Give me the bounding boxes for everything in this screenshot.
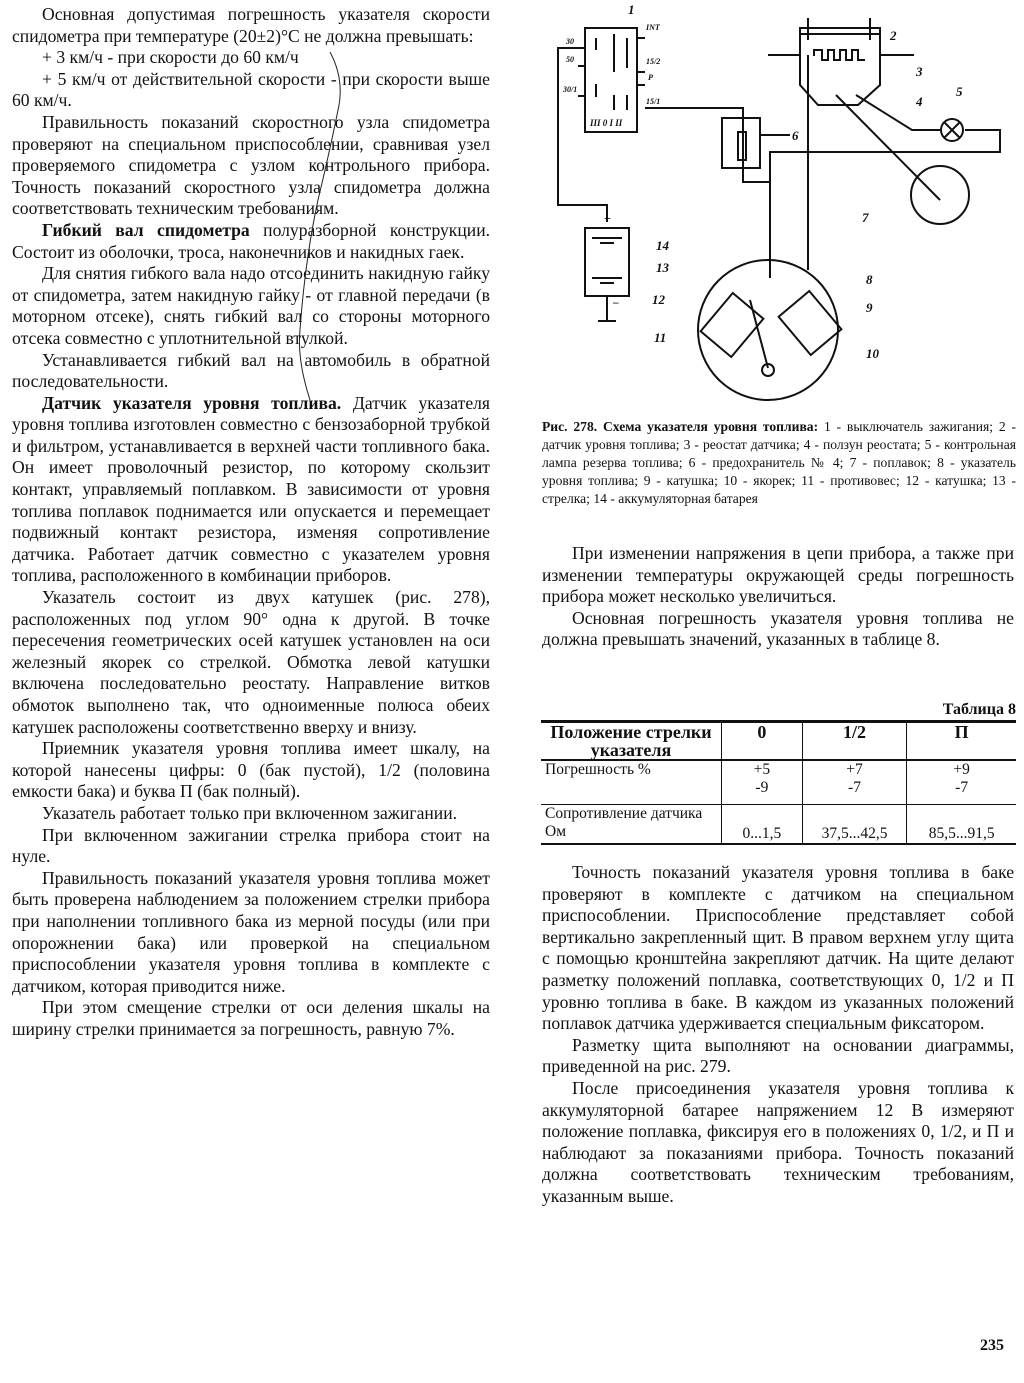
paragraph-text: полуразборной конструкции. Состоит из оболочки, троса, наконечников и накидных гаек.: [12, 219, 491, 262]
paragraph: Для снятия гибкого вала надо отсоединить накидную гайку от спидометра, затем накидную гайку - от главной передачи (в моторном отсеке), снять гибкий вал со стороны моторного отсека совместно с уплотнительной втулкой.: [12, 263, 490, 348]
switch-positions-label: III 0 I II: [590, 118, 623, 128]
paragraph: После присоединения указателя уровня топлива к аккумуляторной батарее напряжением 12 В измеряют положение поплавка, фиксируя его в положениях 0, 1/2, и П и наблюдают за показаниями прибора. Точность показаний должна соответствовать техническим требованиям, указанным выше.: [542, 1077, 1014, 1206]
table-8: [541, 720, 1016, 845]
paragraph: [12, 393, 490, 587]
table-row: [541, 760, 1016, 804]
terminal-p: P: [648, 73, 653, 82]
cell-value: +7: [846, 761, 863, 778]
label-2: 2: [890, 28, 897, 43]
right-text-column-bottom: [542, 862, 1014, 1208]
battery-minus-label: −: [612, 296, 620, 310]
figure-caption-legend: 1 - выключатель зажигания; 2 - датчик уровня топлива; 3 - реостат датчика; 4 - ползун реостата; 5 - контрольная лампа резерва топлива; 6 - предохранитель № 4; 7 - поплавок; 8 - указатель уровня топлива; 9 - катушка; 10 - якорек; 11 - противовес; 12 - катушка; 13 - стрелка; 14 - аккумуляторная батарея: [542, 419, 1016, 506]
cell-value: -7: [955, 779, 969, 796]
figure-caption-title: Рис. 278. Схема указателя уровня топлива:: [542, 419, 819, 434]
ignition-switch-box: [585, 28, 637, 132]
float-7: [911, 166, 969, 224]
terminal-15-1: 15/1: [646, 97, 661, 106]
terminal-int: INT: [646, 23, 660, 32]
cell-value: -7: [848, 779, 861, 796]
page-number: 235: [980, 1337, 1004, 1354]
table-cell: 85,5...91,5: [907, 804, 1016, 844]
cell-value: +9: [953, 761, 970, 778]
label-7: 7: [862, 210, 869, 225]
table-header-row: [541, 722, 1016, 761]
table-row-label: Сопротивление датчика Ом: [541, 804, 722, 844]
paragraph-text: Датчик указателя уровня топлива изготовлен совместно с бензозаборной трубкой и фильтром, устанавливается в верхней части топливного бака. Он имеет проволочный резистор, по которому скользит контакт, управляемый поплавком. В зависимости от уровня топлива поплавок поднимается или опускается и перемещает подвижный контакт резистора, изменяя сопротивление датчика. Работает датчик совместно с указателем уровня топлива, расположенного в комбинации приборов.: [12, 392, 491, 586]
table-cell: [802, 760, 907, 804]
label-9: 9: [866, 300, 873, 315]
paragraph: Разметку щита выполняют на основании диаграммы, приведенной на рис. 279.: [542, 1034, 1014, 1077]
paragraph: Правильность показаний скоростного узла спидометра проверяют на специальном приспособлении, сравнивая узел проверяемого спидометра с узлом контрольного прибора. Точность показаний скоростного узла спидометра должна соответствовать техническим требованиям.: [12, 111, 490, 219]
label-14: 14: [656, 238, 669, 253]
table-cell: [722, 760, 803, 804]
fuel-gauge-8: [698, 260, 838, 400]
paragraph: При изменении напряжения в цепи прибора, а также при изменении температуры окружающей среды погрешность прибора может несколько увеличиться.: [542, 543, 1014, 607]
paragraph: Основная допустимая погрешность указателя скорости спидометра при температуре (20±2)°С не должна превышать:: [12, 4, 490, 46]
paragraph: + 3 км/ч - при скорости до 60 км/ч: [42, 47, 299, 68]
terminal-50: 50: [566, 55, 574, 64]
figure-caption: [542, 418, 1016, 508]
table-header: 1/2: [802, 722, 907, 761]
label-11: 11: [654, 330, 667, 345]
label-8: 8: [866, 272, 873, 287]
label-5: 5: [956, 84, 963, 99]
paragraph: + 5 км/ч от действительной скорости - при скорости выше 60 км/ч.: [12, 68, 490, 111]
right-text-column-top: [542, 543, 1014, 651]
label-1: 1: [628, 2, 635, 17]
label-6: 6: [792, 128, 799, 143]
label-10: 10: [866, 346, 879, 361]
cell-value: -9: [755, 779, 769, 796]
paragraph: Точность показаний указателя уровня топлива в баке проверяют в комплекте с датчиком на специальном приспособлении. Приспособление представляет собой вертикально закрепленный щит. В правом верхнем углу щита с помощью кронштейна закрепляют датчик. На щите делают разметку положений поплавка, соответствующих 0, 1/2 и П уровню топлива в баке. В каждом из указанных положений поплавок датчика удерживается специальным фиксатором.: [542, 862, 1014, 1034]
paragraph: Указатель работает только при включенном зажигании.: [42, 802, 458, 823]
paragraph: Правильность показаний указателя уровня топлива может быть проверена наблюдением за положением стрелки прибора при наполнении топливного бака из мерной посуды (или при опорожнении бака) или проверкой на специальном приспособлении указателя уровня топлива в комплекте с датчиком, которая приводится ниже.: [12, 867, 490, 996]
terminal-30: 30: [566, 37, 574, 46]
label-13: 13: [656, 260, 669, 275]
table-row-label: Погрешность %: [541, 760, 722, 804]
section-heading-flexible-shaft: Гибкий вал спидометра: [42, 219, 250, 240]
paragraph: Указатель состоит из двух катушек (рис. 278), расположенных под углом 90° одна к другой. В точке пересечения геометрических осей катушек установлен на оси железный якорек со стрелкой. Обмотка левой катушки включена последовательно реостату. Направление витков обмоток выполнено так, что одноименные полюса обеих катушек расположены соответственно вверху и внизу.: [12, 587, 490, 737]
fuel-gauge-schematic-diagram: [540, 0, 1024, 410]
table-header: П: [907, 722, 1016, 761]
table-header: 0: [722, 722, 803, 761]
cell-value: +5: [753, 761, 771, 778]
table-header: Положение стрелки указателя: [541, 722, 722, 761]
left-text-column: [12, 4, 490, 1041]
terminal-15-2: 15/2: [646, 57, 661, 66]
paragraph: При включенном зажигании стрелка прибора стоит на нуле.: [12, 824, 490, 867]
table-cell: 37,5...42,5: [802, 804, 907, 844]
table-title: Таблица 8: [942, 701, 1016, 718]
section-heading-fuel-sensor: Датчик указателя уровня топлива.: [42, 392, 342, 413]
terminal-30-1: 30/1: [563, 85, 578, 94]
table-cell: 0...1,5: [722, 804, 803, 844]
label-12: 12: [652, 292, 665, 307]
label-3: 3: [916, 64, 923, 79]
paragraph: [12, 220, 490, 263]
paragraph: Приемник указателя уровня топлива имеет шкалу, на которой нанесены цифры: 0 (бак пустой), 1/2 (половина емкости бака) и буква П (бак полный).: [12, 738, 490, 802]
paragraph: Устанавливается гибкий вал на автомобиль в обратной последовательности.: [12, 349, 490, 392]
table-cell: [907, 760, 1016, 804]
paragraph: При этом смещение стрелки от оси деления шкалы на ширину стрелки принимается за погрешность, равную 7%.: [12, 997, 490, 1039]
table-row: [541, 804, 1016, 844]
label-4: 4: [916, 94, 923, 109]
battery-plus-label: +: [604, 211, 611, 225]
paragraph: Основная погрешность указателя уровня топлива не должна превышать значений, указанных в таблице 8.: [542, 607, 1014, 650]
